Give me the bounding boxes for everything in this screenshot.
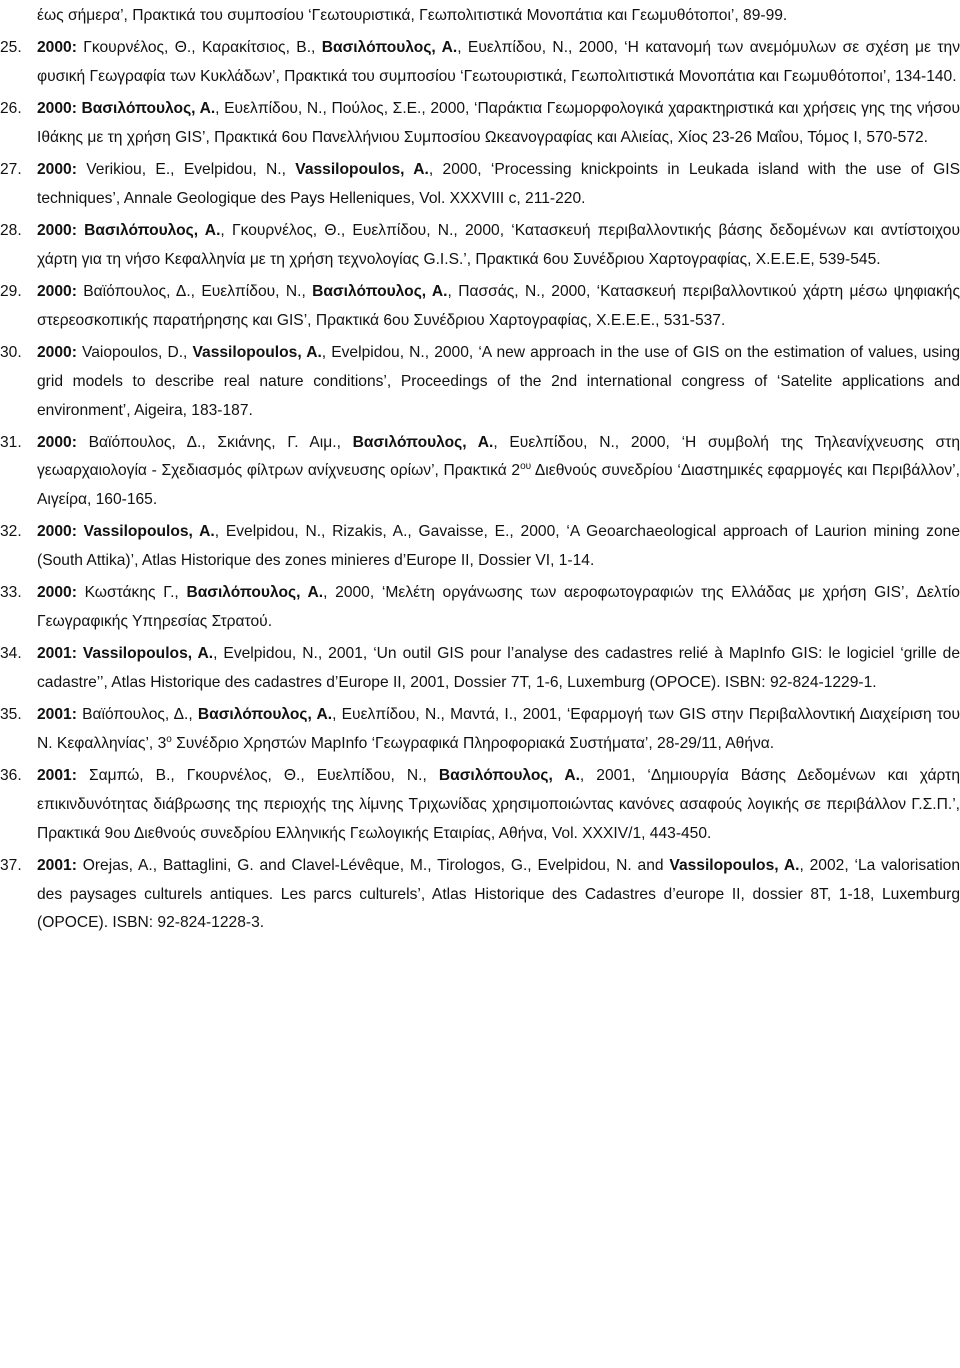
reference-text: Διεθνούς συνεδρίου ‘Διαστημικές εφαρμογές και Περιβάλλον’, Αιγείρα, 160-165. [37, 462, 960, 509]
reference-year: 2000: [37, 161, 87, 179]
reference-number: 26. [0, 100, 22, 118]
reference-text: , 2000, ‘Processing knickpoints in Leukada island with the use of GIS techniques’, Annale Geologique des Pays Helleniques, Vol. XXXVIII c, 211-220. [37, 161, 960, 207]
reference-year: 2000: [37, 433, 89, 451]
reference-text: , Ευελπίδου, Ν., 2000, ‘Η συμβολή της Τηλεανίχνευσης στη γεωαρχαιολογία - Σχεδιασμός φίλτρων ανίχνευσης ορίων’, Πρακτικά 2 [37, 433, 960, 480]
reference-list [0, 2, 960, 942]
reference-authors: Vaiopoulos, D., [82, 344, 193, 362]
reference-year: 2000: [37, 344, 82, 362]
reference-text: , Evelpidou, N., 2001, ‘Un outil GIS pour l’analyse des cadastres relié à MapInfo GIS: le logiciel ‘grille de cadastre’’, Atlas Historique des cadastres d’Europe II, 2001, Dossier 7T, 1-6, Luxemburg (OPOCE). ISBN: 92-824-1229-1. [37, 645, 960, 692]
reference-highlighted-author: Vassilopoulos, A. [669, 856, 800, 874]
reference-year: 2000: [37, 584, 85, 602]
reference-authors: Βαϊόπουλος, Δ., Ευελπίδου, Ν., [83, 283, 313, 301]
reference-highlighted-author: Βασιλόπουλος, Α. [197, 706, 333, 724]
reference-number: 33. [0, 584, 22, 602]
reference-year: 2001: [37, 767, 89, 785]
reference-authors: Βαϊόπουλος, Δ., Σκιάνης, Γ. Αιμ., [88, 433, 353, 451]
reference-highlighted-author: Βασιλόπουλος, Α. [438, 767, 580, 785]
reference-number: 32. [0, 523, 22, 541]
reference-entry [0, 640, 960, 697]
reference-highlighted-author: Vassilopoulos, A. [192, 344, 322, 362]
reference-number: 28. [0, 222, 22, 240]
reference-highlighted-author: Βασιλόπουλος, Α. [312, 283, 448, 301]
reference-year: 2000: [37, 39, 84, 57]
reference-highlighted-author: Vassilopoulos, A. [295, 161, 429, 179]
reference-text: έως σήμερα’, Πρακτικά του συμποσίου ‘Γεωτουριστικά, Γεωπολιτιστικά Μονοπάτια και Γεωμυθότοποι’, 89-99. [37, 7, 788, 24]
reference-entry [0, 95, 960, 152]
reference-entry [0, 762, 960, 848]
reference-text: Συνέδριο Χρηστών MapInfo ‘Γεωγραφικά Πληροφοριακά Συστήματα’, 28-29/11, Αθήνα. [171, 735, 775, 753]
superscript-ordinal: ο [166, 733, 172, 745]
reference-entry [0, 579, 960, 636]
reference-text: , Ευελπίδου, Ν., 2000, ‘Η κατανομή των ανεμόμυλων σε σχέση με την φυσική Γεωγραφία των Κυκλάδων’, Πρακτικά του συμποσίου ‘Γεωτουριστικά, Γεωπολιτιστικά Μονοπάτια και Γεωμυθότοποι’, 134-140. [37, 39, 960, 85]
reference-highlighted-author: Βασιλόπουλος, Α. [352, 433, 494, 451]
reference-number: 34. [0, 645, 22, 663]
reference-text: , Πασσάς, Ν., 2000, ‘Κατασκευή περιβαλλοντικού χάρτη μέσω ψηφιακής στερεοσκοπικής παρατήρησης και GIS’, Πρακτικά 6ου Συνέδριου Χαρτογραφίας, Χ.Ε.Ε.Ε., 531-537. [37, 283, 960, 329]
reference-entry [0, 852, 960, 938]
reference-number: 29. [0, 283, 22, 301]
reference-number: 35. [0, 706, 22, 724]
reference-entry [0, 217, 960, 274]
reference-text: , 2001, ‘Δημιουργία Βάσης Δεδομένων και χάρτη επικινδυνότητας διάβρωσης της περιοχής της λίμνης Τριχωνίδας χρησιμοποιώντας κανόνες ασαφούς λογικής σε περιβάλλον Γ.Σ.Π.’, Πρακτικά 9ου Διεθνούς συνεδρίου Ελληνικής Γεωλογικής Εταιρίας, Αθήνα, Vol. XXXIV/1, 443-450. [37, 767, 960, 842]
reference-year: 2000: [37, 283, 84, 301]
reference-text: , Γκουρνέλος, Θ., Ευελπίδου, Ν., 2000, ‘Κατασκευή περιβαλλοντικής βάσης δεδομένων και αντίστοιχου χάρτη για τη νήσο Κεφαλληνία με τη χρήση τεχνολογίας G.I.S.’, Πρακτικά 6ου Συνέδριου Χαρτογραφίας, Χ.Ε.Ε.Ε, 539-545. [37, 222, 960, 268]
superscript-ordinal: ου [520, 461, 532, 473]
reference-text: , Ευελπίδου, Ν., Πούλος, Σ.Ε., 2000, ‘Παράκτια Γεωμορφολογικά χαρακτηριστικά και χρήσεις γης της νήσου Ιθάκης με τη χρήση GIS’, Πρακτικά 6ου Πανελλήνιου Συμποσίου Ωκεανογραφίας και Αλιείας, Χίος 23-26 Μαΐου, Τόμος Ι, 570-572. [37, 100, 960, 146]
reference-entry [0, 429, 960, 515]
reference-entry [0, 278, 960, 335]
reference-text: , Evelpidou, N., 2000, ‘A new approach in the use of GIS on the estimation of values, using grid models to describe real nature conditions’, Proceedings of the 2nd international congress of ‘Satelite applications and environment’, Aigeira, 183-187. [37, 344, 960, 419]
reference-text: , 2002, ‘La valorisation des paysages culturels antiques. Les parcs culturels’, Atlas Historique des Cadastres d’europe II, dossier 8T, 1-18, Luxemburg (OPOCE). ISBN: 92-824-1228-3. [37, 856, 960, 932]
reference-authors: Σαμπώ, Β., Γκουρνέλος, Θ., Ευελπίδου, Ν., [88, 767, 439, 785]
reference-number: 37. [0, 856, 22, 874]
reference-entry [37, 2, 960, 31]
reference-text: , 2000, ‘Μελέτη οργάνωσης των αεροφωτογραφιών της Ελλάδας με χρήση GIS’, Δελτίο Γεωγραφικής Υπηρεσίας Στρατού. [37, 584, 960, 631]
reference-authors: Orejas, A., Battaglini, G. and Clavel-Lévêque, M., Tirologos, G., Evelpidou, N. and [82, 856, 670, 874]
reference-year-author: 2000: Βασιλόπουλος, Α. [37, 222, 221, 240]
reference-year-author: 2000: Vassilopoulos, A. [37, 523, 215, 541]
reference-entry [0, 701, 960, 758]
reference-authors: Verikiou, E., Evelpidou, N., [86, 161, 296, 179]
reference-entry [0, 34, 960, 91]
reference-year: 2001: [37, 706, 83, 724]
reference-number: 31. [0, 433, 22, 451]
reference-entry [0, 518, 960, 575]
reference-highlighted-author: Βασιλόπουλος, Α. [321, 39, 458, 57]
reference-highlighted-author: Βασιλόπουλος, Α. [186, 584, 324, 602]
reference-authors: Γκουρνέλος, Θ., Καρακίτσιος, Β., [83, 39, 322, 57]
reference-year: 2001: [37, 856, 83, 874]
reference-year-author: 2001: Vassilopoulos, A. [37, 645, 214, 663]
reference-authors: Βαϊόπουλος, Δ., [82, 706, 198, 724]
reference-year-author: 2000: Βασιλόπουλος, Α. [37, 100, 216, 118]
reference-text: , Ευελπίδου, Ν., Μαντά, Ι., 2001, ‘Εφαρμογή των GIS στην Περιβαλλοντική Διαχείριση του Ν. Κεφαλληνίας’, 3 [37, 706, 960, 753]
reference-number: 25. [0, 39, 22, 57]
reference-entry [0, 156, 960, 213]
reference-number: 27. [0, 161, 22, 179]
reference-entry [0, 339, 960, 425]
reference-authors: Κωστάκης Γ., [84, 584, 187, 602]
reference-text: , Evelpidou, N., Rizakis, A., Gavaisse, E., 2000, ‘A Geoarchaeological approach of Laurion mining zone (South Attika)’, Atlas Historique des zones minieres d’Europe II, Dossier VI, 1-14. [37, 523, 960, 570]
reference-number: 36. [0, 767, 22, 785]
reference-number: 30. [0, 344, 22, 362]
